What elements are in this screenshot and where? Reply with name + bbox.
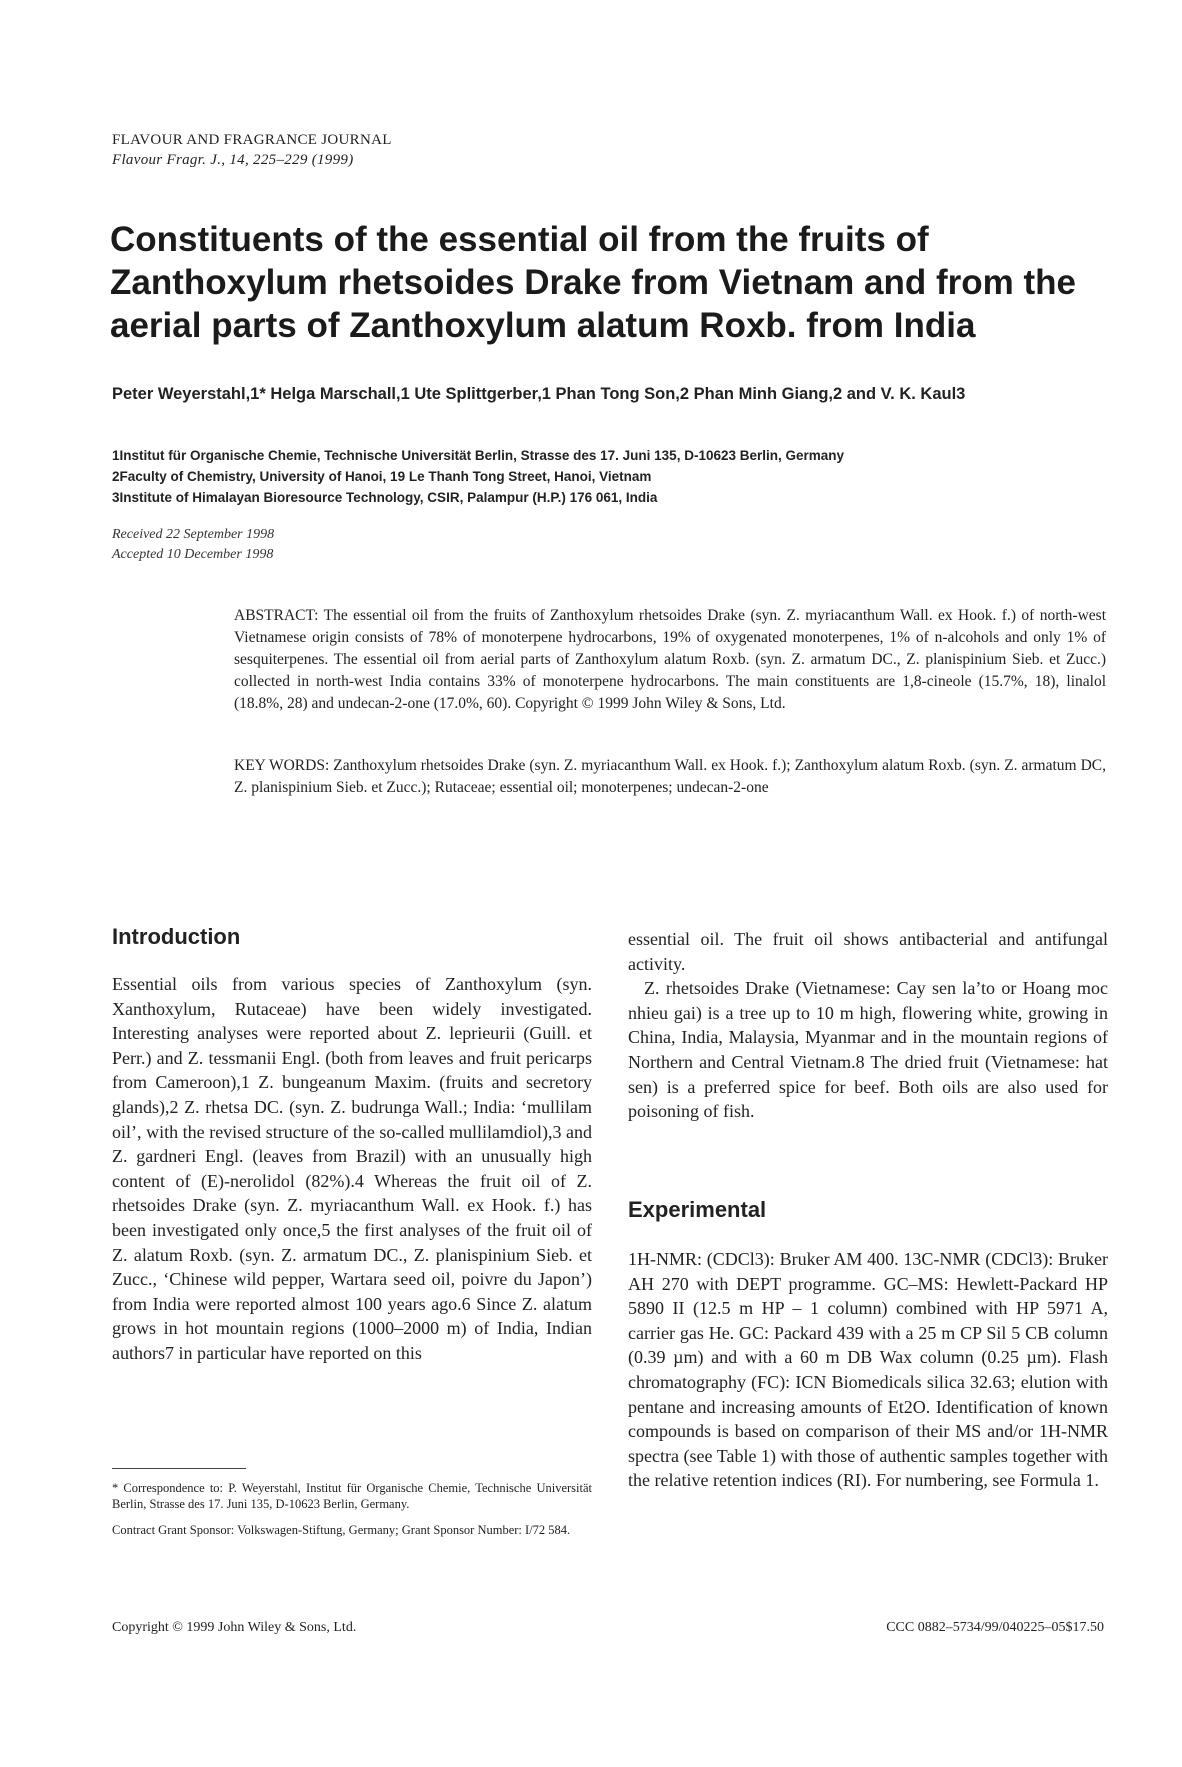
introduction-body <box>112 972 592 1366</box>
copyright-notice: Copyright © 1999 John Wiley & Sons, Ltd. <box>112 1620 357 1635</box>
journal-name: FLAVOUR AND FRAGRANCE JOURNAL <box>112 132 392 148</box>
introduction-paragraph-2: Z. rhetsoides Drake (Vietnamese: Cay sen la’to or Hoang moc nhieu gai) is a tree up to 10 m high, flowering white, growing in China, India, Malaysia, Myanmar and in the mountain regions of Northern and Central Vietnam.8 The dried fruit (Vietnamese: hat sen) is a preferred spice for beef. Both oils are also used for poisoning of fish. <box>628 978 1108 1122</box>
introduction-heading: Introduction <box>112 924 241 949</box>
ccc-code: CCC 0882–5734/99/040225–05$17.50 <box>886 1620 1104 1635</box>
footnote-divider <box>112 1468 246 1469</box>
affiliation-3: 3Institute of Himalayan Bioresource Technology, CSIR, Palampur (H.P.) 176 061, India <box>112 490 658 505</box>
affiliations <box>112 445 1112 508</box>
abstract: ABSTRACT: The essential oil from the fruits of Zanthoxylum rhetsoides Drake (syn. Z. myriacanthum Wall. ex Hook. f.) of north-west Vietnamese origin consists of 78% of monoterpene hydrocarbons, 19% of oxygenated monoterpenes, 1% of n-alcohols and only 1% of sesquiterpenes. The essential oil from aerial parts of Zanthoxylum alatum Roxb. (syn. Z. armatum DC., Z. planispinium Sieb. et Zucc.) collected in north-west India contains 33% of monoterpene hydrocarbons. The main constituents are 1,8-cineole (15.7%, 18), linalol (18.8%, 28) and undecan-2-one (17.0%, 60). Copyright © 1999 John Wiley & Sons, Ltd. <box>234 607 1106 712</box>
grant-footnote: Contract Grant Sponsor: Volkswagen-Stiftung, Germany; Grant Sponsor Number: I/72 584. <box>112 1523 571 1537</box>
introduction-continued <box>628 927 1108 1124</box>
introduction-paragraph-cont: essential oil. The fruit oil shows antibacterial and antifungal activity. <box>628 929 1108 974</box>
received-date: Received 22 September 1998 <box>112 527 275 542</box>
accepted-date: Accepted 10 December 1998 <box>112 547 274 562</box>
affiliation-2: 2Faculty of Chemistry, University of Hanoi, 19 Le Thanh Tong Street, Hanoi, Vietnam <box>112 469 652 484</box>
article-dates <box>112 525 274 565</box>
article-title: Constituents of the essential oil from the fruits of Zanthoxylum rhetsoides Drake from Vietnam and from the aerial parts of Zanthoxylum alatum Roxb. from India <box>110 220 1076 345</box>
introduction-paragraph: Essential oils from various species of Zanthoxylum (syn. Xanthoxylum, Rutaceae) have been widely investigated. Interesting analyses were reported about Z. leprieurii (Guill. et Perr.) and Z. tessmanii Engl. (both from leaves and fruit pericarps from Cameroon),1 Z. bungeanum Maxim. (fruits and secretory glands),2 Z. rhetsa DC. (syn. Z. budrunga Wall.; India: ‘mullilam oil’, with the revised structure of the so-called mullilamdiol),3 and Z. gardneri Engl. (leaves from Brazil) with an unusually high content of (E)-nerolidol (82%).4 Whereas the fruit oil of Z. rhetsoides Drake (syn. Z. myriacanthum Wall. ex Hook. f.) has been investigated only once,5 the first analyses of the fruit oil of Z. alatum Roxb. (syn. Z. armatum DC., Z. planispinium Sieb. et Zucc., ‘Chinese wild pepper, Wartara seed oil, poivre du Japon’) from India were reported almost 100 years ago.6 Since Z. alatum grows in hot mountain regions (1000–2000 m) of India, Indian authors7 in particular have reported on this <box>112 974 592 1363</box>
experimental-heading: Experimental <box>628 1197 767 1222</box>
journal-header <box>112 130 392 170</box>
experimental-paragraph: 1H-NMR: (CDCl3): Bruker AM 400. 13C-NMR (CDCl3): Bruker AH 270 with DEPT programme. GC–MS: Hewlett-Packard HP 5890 II (12.5 m HP – 1 column) combined with HP 5971 A, carrier gas He. GC: Packard 439 with a 25 m CP Sil 5 CB column (0.39 µm) and with a 60 m DB Wax column (0.25 µm). Flash chromatography (FC): ICN Biomedicals silica 32.63; elution with pentane and increasing amounts of Et2O. Identification of known compounds is based on comparison of their MS and/or 1H-NMR spectra (see Table 1) with those of authentic samples together with the relative retention indices (RI). For numbering, see Formula 1. <box>628 1249 1108 1491</box>
experimental-body <box>628 1247 1108 1493</box>
affiliation-1: 1Institut für Organische Chemie, Technische Universität Berlin, Strasse des 17. Juni 135, D-10623 Berlin, Germany <box>112 448 845 463</box>
keywords: KEY WORDS: Zanthoxylum rhetsoides Drake (syn. Z. myriacanthum Wall. ex Hook. f.); Zanthoxylum alatum Roxb. (syn. Z. armatum DC, Z. planispinium Sieb. et Zucc.); Rutaceae; essential oil; monoterpenes; undecan-2-one <box>234 757 1106 796</box>
correspondence-footnote: * Correspondence to: P. Weyerstahl, Institut für Organische Chemie, Technische Universität Berlin, Strasse des 17. Juni 135, D-10623 Berlin, Germany. <box>112 1481 592 1511</box>
journal-citation: Flavour Fragr. J., 14, 225–229 (1999) <box>112 152 354 168</box>
author-list: Peter Weyerstahl,1* Helga Marschall,1 Ute Splittgerber,1 Phan Tong Son,2 Phan Minh Giang,2 and V. K. Kaul3 <box>112 385 966 403</box>
